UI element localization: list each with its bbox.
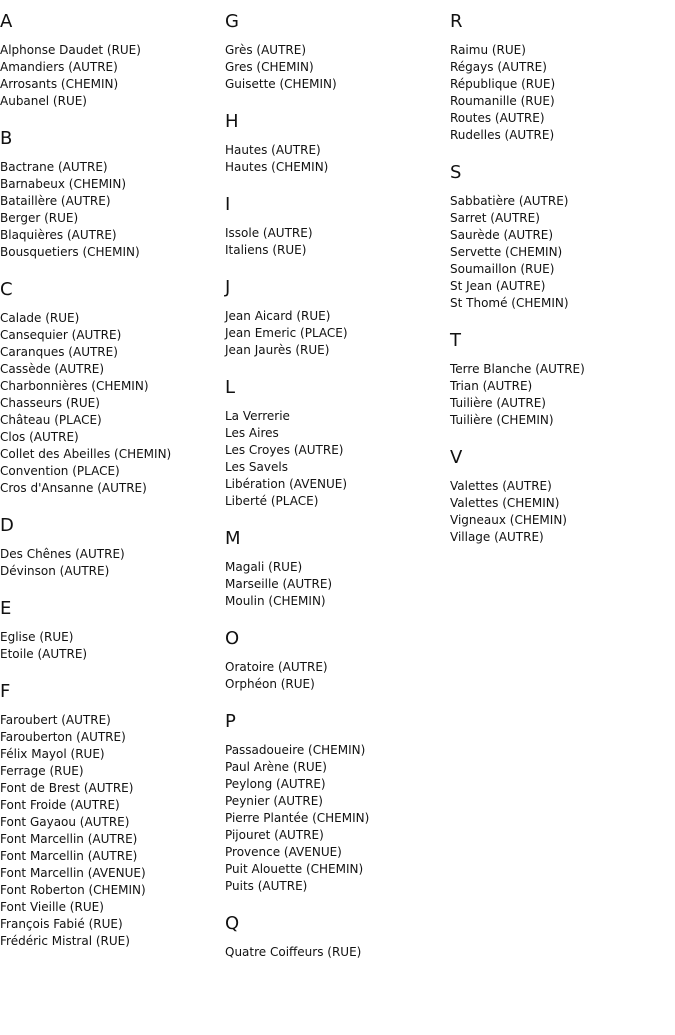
street-item: Hautes (AUTRE) bbox=[225, 143, 321, 157]
letter-section bbox=[225, 527, 450, 610]
street-item: François Fabié (RUE) bbox=[0, 917, 123, 931]
letter-section bbox=[0, 278, 225, 497]
street-item: Jean Emeric (PLACE) bbox=[225, 326, 348, 340]
street-list bbox=[225, 42, 450, 93]
letter-section bbox=[0, 597, 225, 663]
street-item: Faroubert (AUTRE) bbox=[0, 713, 111, 727]
letter-heading: D bbox=[0, 515, 14, 536]
letter-section bbox=[225, 276, 450, 359]
letter-heading: C bbox=[0, 279, 13, 300]
street-item: Alphonse Daudet (RUE) bbox=[0, 43, 141, 57]
street-item: Gres (CHEMIN) bbox=[225, 60, 314, 74]
street-item: Rudelles (AUTRE) bbox=[450, 128, 555, 142]
letter-heading: V bbox=[450, 447, 463, 468]
street-item: Frédéric Mistral (RUE) bbox=[0, 934, 130, 948]
street-item: Les Aires bbox=[225, 426, 279, 440]
street-list bbox=[225, 225, 450, 259]
street-list bbox=[0, 42, 225, 110]
street-item: Cansequier (AUTRE) bbox=[0, 328, 122, 342]
letter-section bbox=[0, 514, 225, 580]
street-item: Peynier (AUTRE) bbox=[225, 794, 323, 808]
letter-heading: T bbox=[450, 330, 461, 351]
street-list bbox=[225, 559, 450, 610]
street-item: Blaquières (AUTRE) bbox=[0, 228, 117, 242]
index-column bbox=[225, 10, 450, 978]
letter-heading: P bbox=[225, 711, 236, 732]
letter-heading: A bbox=[0, 11, 13, 32]
street-list bbox=[450, 361, 675, 429]
street-list bbox=[0, 712, 225, 950]
street-item: Libération (AVENUE) bbox=[225, 477, 348, 491]
letter-heading: S bbox=[450, 162, 462, 183]
street-item: Régays (AUTRE) bbox=[450, 60, 547, 74]
street-item: Bactrane (AUTRE) bbox=[0, 160, 108, 174]
street-item: Peylong (AUTRE) bbox=[225, 777, 326, 791]
street-item: Liberté (PLACE) bbox=[225, 494, 319, 508]
street-item: Guisette (CHEMIN) bbox=[225, 77, 337, 91]
street-list bbox=[0, 629, 225, 663]
street-item: Jean Aicard (RUE) bbox=[225, 309, 331, 323]
street-item: Les Savels bbox=[225, 460, 288, 474]
street-item: Paul Arène (RUE) bbox=[225, 760, 327, 774]
street-list bbox=[225, 308, 450, 359]
street-item: Sabbatière (AUTRE) bbox=[450, 194, 569, 208]
street-item: Cassède (AUTRE) bbox=[0, 362, 105, 376]
letter-section bbox=[450, 446, 675, 546]
letter-heading: F bbox=[0, 681, 11, 702]
street-item: Bataillère (AUTRE) bbox=[0, 194, 111, 208]
letter-section bbox=[225, 912, 450, 961]
street-item: Grès (AUTRE) bbox=[225, 43, 307, 57]
street-item: Quatre Coiffeurs (RUE) bbox=[225, 945, 362, 959]
street-item: Soumaillon (RUE) bbox=[450, 262, 555, 276]
letter-section bbox=[0, 10, 225, 110]
index-column bbox=[450, 10, 675, 563]
street-item: Des Chênes (AUTRE) bbox=[0, 547, 125, 561]
street-item: Arrosants (CHEMIN) bbox=[0, 77, 119, 91]
letter-heading: I bbox=[225, 194, 231, 215]
street-item: Calade (RUE) bbox=[0, 311, 80, 325]
street-item: Provence (AVENUE) bbox=[225, 845, 342, 859]
letter-heading: E bbox=[0, 598, 12, 619]
street-item: La Verrerie bbox=[225, 409, 290, 423]
street-item: Les Croyes (AUTRE) bbox=[225, 443, 344, 457]
street-item: Magali (RUE) bbox=[225, 560, 303, 574]
letter-section bbox=[225, 110, 450, 176]
street-item: Ferrage (RUE) bbox=[0, 764, 84, 778]
street-item: Vigneaux (CHEMIN) bbox=[450, 513, 567, 527]
letter-heading: M bbox=[225, 528, 241, 549]
street-list bbox=[450, 42, 675, 144]
street-item: Oratoire (AUTRE) bbox=[225, 660, 328, 674]
street-item: Eglise (RUE) bbox=[0, 630, 74, 644]
street-list bbox=[225, 659, 450, 693]
street-item: Bousquetiers (CHEMIN) bbox=[0, 245, 140, 259]
street-item: Jean Jaurès (RUE) bbox=[225, 343, 330, 357]
street-list bbox=[450, 193, 675, 312]
street-item: Font Roberton (CHEMIN) bbox=[0, 883, 146, 897]
letter-heading: Q bbox=[225, 913, 240, 934]
letter-heading: H bbox=[225, 111, 239, 132]
letter-section bbox=[225, 193, 450, 259]
letter-section bbox=[450, 10, 675, 144]
street-item: Tuilière (AUTRE) bbox=[450, 396, 546, 410]
street-item: Sarret (AUTRE) bbox=[450, 211, 540, 225]
street-item: Font Gayaou (AUTRE) bbox=[0, 815, 130, 829]
street-item: Caranques (AUTRE) bbox=[0, 345, 118, 359]
letter-heading: O bbox=[225, 628, 240, 649]
index-column bbox=[0, 10, 225, 967]
street-item: Font Vieille (RUE) bbox=[0, 900, 104, 914]
street-item: Saurède (AUTRE) bbox=[450, 228, 554, 242]
street-item: Orphéon (RUE) bbox=[225, 677, 315, 691]
street-item: Font Marcellin (AUTRE) bbox=[0, 832, 138, 846]
street-list bbox=[0, 546, 225, 580]
letter-heading: B bbox=[0, 128, 13, 149]
street-item: Convention (PLACE) bbox=[0, 464, 120, 478]
street-item: Puit Alouette (CHEMIN) bbox=[225, 862, 364, 876]
street-item: Clos (AUTRE) bbox=[0, 430, 79, 444]
street-item: Félix Mayol (RUE) bbox=[0, 747, 105, 761]
letter-section bbox=[0, 127, 225, 261]
street-item: Puits (AUTRE) bbox=[225, 879, 308, 893]
street-item: Collet des Abeilles (CHEMIN) bbox=[0, 447, 172, 461]
street-list bbox=[225, 142, 450, 176]
letter-section bbox=[450, 329, 675, 429]
street-item: Raimu (RUE) bbox=[450, 43, 526, 57]
street-item: St Thomé (CHEMIN) bbox=[450, 296, 569, 310]
street-item: Cros d'Ansanne (AUTRE) bbox=[0, 481, 147, 495]
street-item: Château (PLACE) bbox=[0, 413, 102, 427]
street-item: Charbonnières (CHEMIN) bbox=[0, 379, 149, 393]
street-item: Moulin (CHEMIN) bbox=[225, 594, 326, 608]
street-item: Font de Brest (AUTRE) bbox=[0, 781, 134, 795]
street-list bbox=[225, 742, 450, 895]
street-item: Marseille (AUTRE) bbox=[225, 577, 333, 591]
street-item: Pierre Plantée (CHEMIN) bbox=[225, 811, 370, 825]
street-item: Font Marcellin (AVENUE) bbox=[0, 866, 146, 880]
street-item: Terre Blanche (AUTRE) bbox=[450, 362, 585, 376]
letter-heading: G bbox=[225, 11, 239, 32]
street-item: Valettes (CHEMIN) bbox=[450, 496, 560, 510]
street-item: République (RUE) bbox=[450, 77, 556, 91]
street-item: Farouberton (AUTRE) bbox=[0, 730, 126, 744]
street-item: Hautes (CHEMIN) bbox=[225, 160, 329, 174]
letter-section bbox=[225, 10, 450, 93]
street-list bbox=[225, 944, 450, 961]
street-item: Aubanel (RUE) bbox=[0, 94, 87, 108]
street-item: Chasseurs (RUE) bbox=[0, 396, 100, 410]
letter-section bbox=[225, 627, 450, 693]
street-item: Servette (CHEMIN) bbox=[450, 245, 563, 259]
letter-section bbox=[225, 710, 450, 895]
street-item: Pijouret (AUTRE) bbox=[225, 828, 324, 842]
street-item: Barnabeux (CHEMIN) bbox=[0, 177, 127, 191]
street-item: Village (AUTRE) bbox=[450, 530, 544, 544]
letter-heading: J bbox=[225, 277, 231, 298]
street-item: Font Froide (AUTRE) bbox=[0, 798, 120, 812]
street-item: Roumanille (RUE) bbox=[450, 94, 555, 108]
street-list bbox=[0, 310, 225, 497]
street-item: Etoile (AUTRE) bbox=[0, 647, 88, 661]
letter-section bbox=[450, 161, 675, 312]
street-item: Dévinson (AUTRE) bbox=[0, 564, 110, 578]
street-item: St Jean (AUTRE) bbox=[450, 279, 546, 293]
street-item: Issole (AUTRE) bbox=[225, 226, 313, 240]
street-list bbox=[0, 159, 225, 261]
street-item: Trian (AUTRE) bbox=[450, 379, 533, 393]
street-item: Amandiers (AUTRE) bbox=[0, 60, 118, 74]
street-item: Valettes (AUTRE) bbox=[450, 479, 552, 493]
street-list bbox=[450, 478, 675, 546]
street-item: Tuilière (CHEMIN) bbox=[450, 413, 554, 427]
street-item: Font Marcellin (AUTRE) bbox=[0, 849, 138, 863]
letter-heading: L bbox=[225, 377, 236, 398]
street-item: Italiens (RUE) bbox=[225, 243, 307, 257]
letter-section bbox=[225, 376, 450, 510]
street-item: Routes (AUTRE) bbox=[450, 111, 545, 125]
street-item: Passadoueire (CHEMIN) bbox=[225, 743, 366, 757]
street-item: Berger (RUE) bbox=[0, 211, 79, 225]
street-list bbox=[225, 408, 450, 510]
letter-heading: R bbox=[450, 11, 463, 32]
letter-section bbox=[0, 680, 225, 950]
